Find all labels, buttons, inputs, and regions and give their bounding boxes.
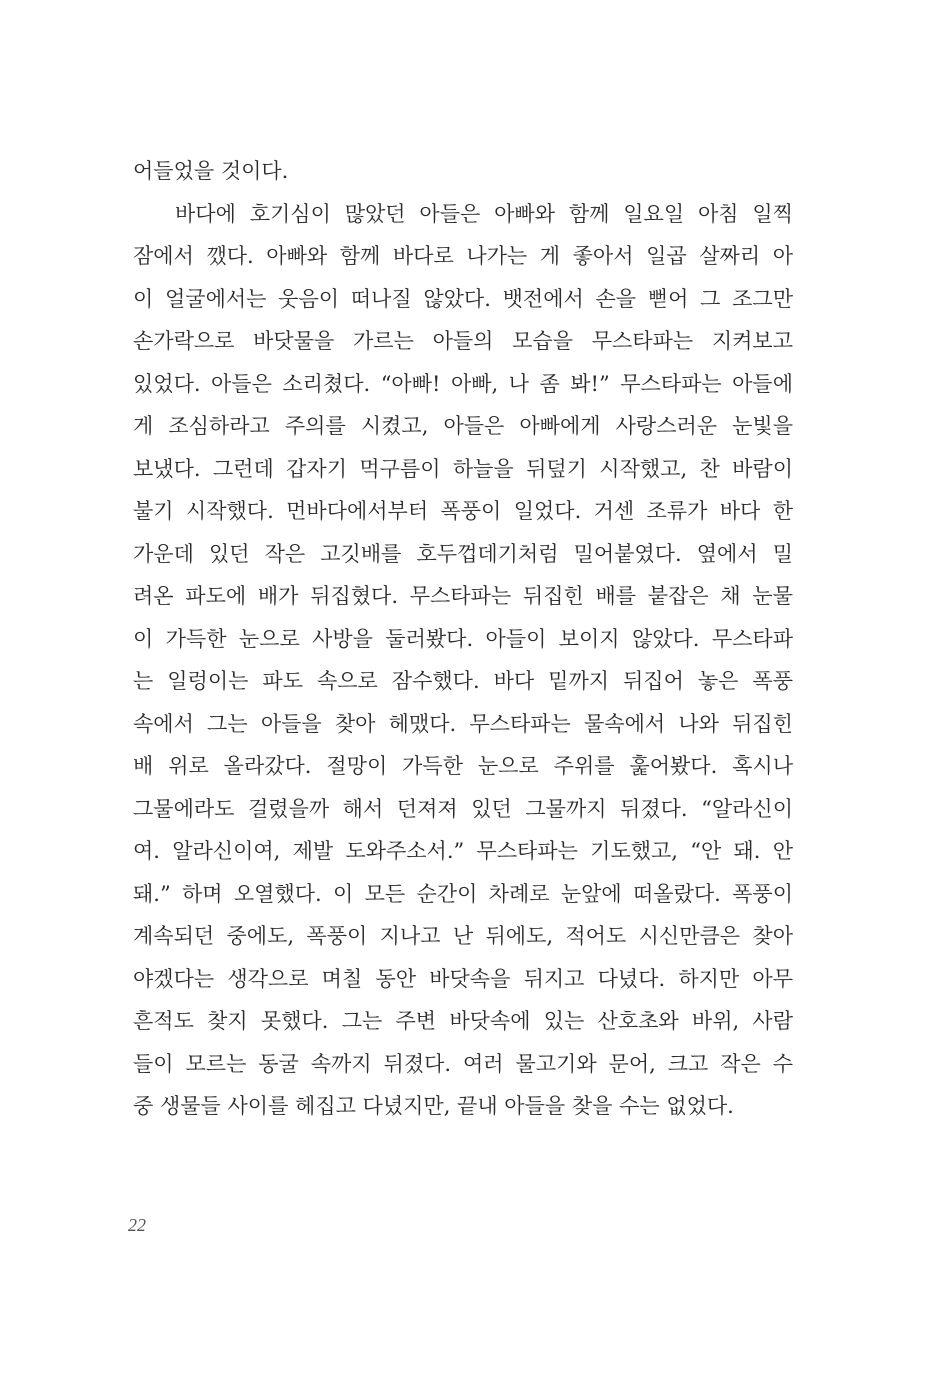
text-line: 게 조심하라고 주의를 시켰고, 아들은 아빠에게 사랑스러운 눈빛을 bbox=[133, 414, 793, 438]
text-line: 어들었을 것이다. bbox=[133, 159, 289, 183]
text-line: 이 얼굴에서는 웃음이 떠나질 않았다. 뱃전에서 손을 뻗어 그 조그만 bbox=[133, 286, 793, 311]
text-line: 려온 파도에 배가 뒤집혔다. 무스타파는 뒤집힌 배를 붙잡은 채 눈물 bbox=[133, 584, 793, 608]
text-line: 손가락으로 바닷물을 가르는 아들의 모습을 무스타파는 지켜보고 bbox=[133, 329, 793, 353]
body-text bbox=[133, 150, 793, 1128]
text-line: 있었다. 아들은 소리쳤다. “아빠! 아빠, 나 좀 봐!” 무스타파는 아들에 bbox=[133, 371, 793, 396]
paragraph-start-line: 바다에 호기심이 많았던 아들은 아빠와 함께 일요일 아침 일찍 bbox=[175, 201, 793, 226]
text-line: 잠에서 깼다. 아빠와 함께 바다로 나가는 게 좋아서 일곱 살짜리 아 bbox=[133, 244, 793, 268]
text-line: 흔적도 찾지 못했다. 그는 주변 바닷속에 있는 산호초와 바위, 사람 bbox=[133, 1009, 793, 1033]
text-line: 배 위로 올라갔다. 절망이 가득한 눈으로 주위를 훑어봤다. 혹시나 bbox=[133, 754, 793, 778]
text-line: 여. 알라신이여, 제발 도와주소서.” 무스타파는 기도했고, “안 돼. 안 bbox=[133, 839, 793, 863]
text-line: 돼.” 하며 오열했다. 이 모든 순간이 차례로 눈앞에 떠올랐다. 폭풍이 bbox=[133, 881, 793, 906]
text-line: 이 가득한 눈으로 사방을 둘러봤다. 아들이 보이지 않았다. 무스타파 bbox=[133, 626, 793, 651]
text-line: 들이 모르는 동굴 속까지 뒤졌다. 여러 물고기와 문어, 크고 작은 수 bbox=[133, 1051, 793, 1076]
text-line: 속에서 그는 아들을 찾아 헤맸다. 무스타파는 물속에서 나와 뒤집힌 bbox=[133, 711, 793, 736]
text-line: 가운데 있던 작은 고깃배를 호두껍데기처럼 밀어붙였다. 옆에서 밀 bbox=[133, 541, 793, 566]
page-number: 22 bbox=[128, 1215, 146, 1235]
text-line: 중 생물들 사이를 헤집고 다녔지만, 끝내 아들을 찾을 수는 없었다. bbox=[133, 1094, 734, 1118]
text-line: 보냈다. 그런데 갑자기 먹구름이 하늘을 뒤덮기 시작했고, 찬 바람이 bbox=[133, 456, 793, 481]
text-line: 계속되던 중에도, 폭풍이 지나고 난 뒤에도, 적어도 시신만큼은 찾아 bbox=[133, 924, 793, 948]
text-line: 그물에라도 걸렸을까 해서 던져져 있던 그물까지 뒤졌다. “알라신이 bbox=[133, 796, 793, 821]
text-line: 불기 시작했다. 먼바다에서부터 폭풍이 일었다. 거센 조류가 바다 한 bbox=[133, 499, 793, 523]
text-line: 야겠다는 생각으로 며칠 동안 바닷속을 뒤지고 다녔다. 하지만 아무 bbox=[133, 966, 793, 991]
text-line: 는 일렁이는 파도 속으로 잠수했다. 바다 밑까지 뒤집어 놓은 폭풍 bbox=[133, 669, 793, 693]
